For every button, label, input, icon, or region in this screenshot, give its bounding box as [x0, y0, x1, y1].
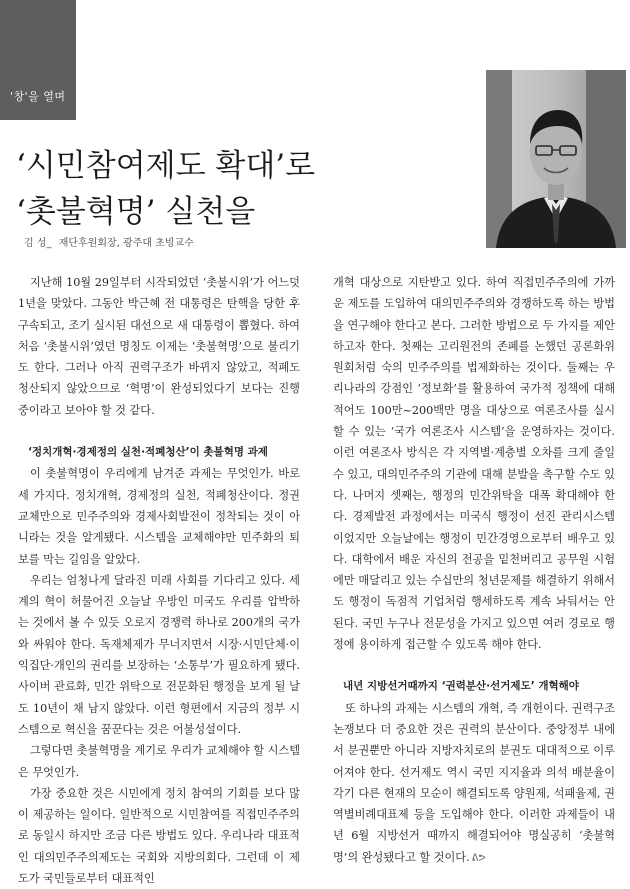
article-column-left: [18, 272, 300, 889]
author-role: 재단후원회장, 광주대 초빙교수: [58, 238, 194, 249]
signoff-mark: ᕕᕗ: [471, 852, 486, 864]
paragraph: 개혁 대상으로 지탄받고 있다. 하여 직접민주주의에 가까운 제도를 도입하여 대의민주주의와 경쟁하도록 하는 방법을 연구해야 한다고 본다. 그러한 방법으로 두 가지를 제안하고자 한다. 첫째는 고리원전의 존폐를 논했던 공론화위원회처럼 숙의 민주주의를 법제화하는 것이다. 둘째는 우리나라의 강점인 ‘정보화’를 활용하여 국가적 정책에 대해 적어도 100만~200백만 명을 대상으로 여론조사를 실시할 수 있는 ‘국가 여론조사 시스템’을 운영하자는 것이다. 이런 여론조사 방식은 각 지역별·계층별 오차를 크게 줄일 수 있고, 대의민주주의 기관에 대해 분발을 촉구할 수도 있다. 나머지 셋째는, 행정의 민간위탁을 대폭 확대해야 한다. 경제발전 과정에서는 미국식 행정이 선진 관리시스템이었지만 오늘날에는 행정이 민간경영으로부터 배우고 있다. 대학에서 배운 자신의 전공을 밑천버리고 공무원 시험에만 매달리고 있는 수십만의 청년문제를 해결하기 위해서도 행정이 독점적 기업처럼 행세하도록 계속 놔둬서는 안된다. 국민 누구나 전문성을 가지고 있으면 여러 경로로 행정에 용이하게 접근할 수 있도록 해야 한다.: [333, 276, 615, 652]
title-line-2: ‘촛불혁명’ 실천을: [16, 194, 256, 230]
byline: [24, 234, 194, 249]
author-portrait-icon: [486, 70, 626, 248]
paragraph: 이 촛불혁명이 우리에게 남겨준 과제는 무엇인가. 바로 세 가지다. 정치개혁, 경제정의 실천, 적폐청산이다. 정권교체만으로 민주주의와 경제사회발전이 정착되는 것이 아니라는 것을 알게됐다. 시스템을 교체해야만 민주화의 퇴보를 막는 길임을 알았다.: [18, 467, 300, 566]
title-line-1: ‘시민참여제도 확대’로: [16, 148, 316, 184]
paragraph: 우리는 엄청나게 달라진 미래 사회를 기다리고 있다. 세계의 혁이 허물어진 오늘날 우방인 미국도 우리를 압박하는 것에서 볼 수 있듯 오로지 경쟁력 하나로 200개의 국가와 싸워야 한다. 독재체제가 무너지면서 시장·시민단체·이익집단·개인의 권리를 보장하는 ‘소통부’가 필요하게 됐다. 사이버 관료화, 민간 위탁으로 전문화된 행정을 보게 될 날도 10년이 채 남지 않았다. 이런 형편에서 지금의 정부 시스템으로 혁신을 꿈꾼다는 것은 어불성설이다.: [18, 573, 300, 736]
paragraph: [333, 698, 615, 869]
paragraph: 가장 중요한 것은 시민에게 정치 참여의 기회를 보다 많이 제공하는 일이다. 일반적으로 시민참여를 직접민주주의로 동일시 하지만 조금 다른 방법도 있다. 우리나라 대표적인 대의민주주의제도는 국회와 지방의회다. 그런데 이 제도가 국민들로부터 대표적인: [18, 786, 300, 886]
section-heading: 내년 지방선거때까지 ‘권력분산·선거제도’ 개혁해야: [343, 680, 579, 693]
paragraph: 지난해 10월 29일부터 시작되었던 ‘촛불시위’가 어느덧 1년을 맞았다. 그동안 박근혜 전 대통령은 탄핵을 당한 후 구속되고, 조기 실시된 대선으로 새 대통령이 뽑혔다. 하여 처음 ‘촛불시위’였던 명칭도 이제는 ‘촛불혁명’으로 불리기도 한다. 그러나 아직 권력구조가 바뀌지 않았고, 적폐도 청산되지 않았으므로 ‘혁명’이 완성되었다기 보다는 진행 중이라고 보아야 할 것 같다.: [18, 276, 300, 417]
paragraph-text: 또 하나의 과제는 시스템의 개혁, 즉 개헌이다. 권력구조 논쟁보다 더 중요한 것은 권력의 분산이다. 중앙정부 내에서 분권뿐만 아니라 지방자치로의 분권도 대대적으로 이루어져야 한다. 선거제도 역시 국민 지지율과 의석 배분율이 각기 다른 현재의 모순이 해결되도록 양원제, 석패율제, 권역별비례대표제 등을 도입해야 한다. 이러한 과제들이 내년 6월 지방선거 때까지 해결되어야 명실공히 ‘촛불혁명’의 완성됐다고 할 것이다.: [333, 701, 615, 864]
author-photo: [486, 70, 626, 248]
article-title: [16, 143, 315, 235]
section-label: '창'을 열며: [10, 90, 66, 103]
article-column-right: [333, 272, 615, 869]
author-name: 김 성_: [24, 238, 52, 249]
paragraph: 그렇다면 촛불혁명을 계기로 우리가 교체해야 할 시스템은 무엇인가.: [18, 744, 300, 779]
section-heading: ‘정치개혁·경제정의 실천·적폐청산’이 촛불혁명 과제: [28, 446, 268, 459]
